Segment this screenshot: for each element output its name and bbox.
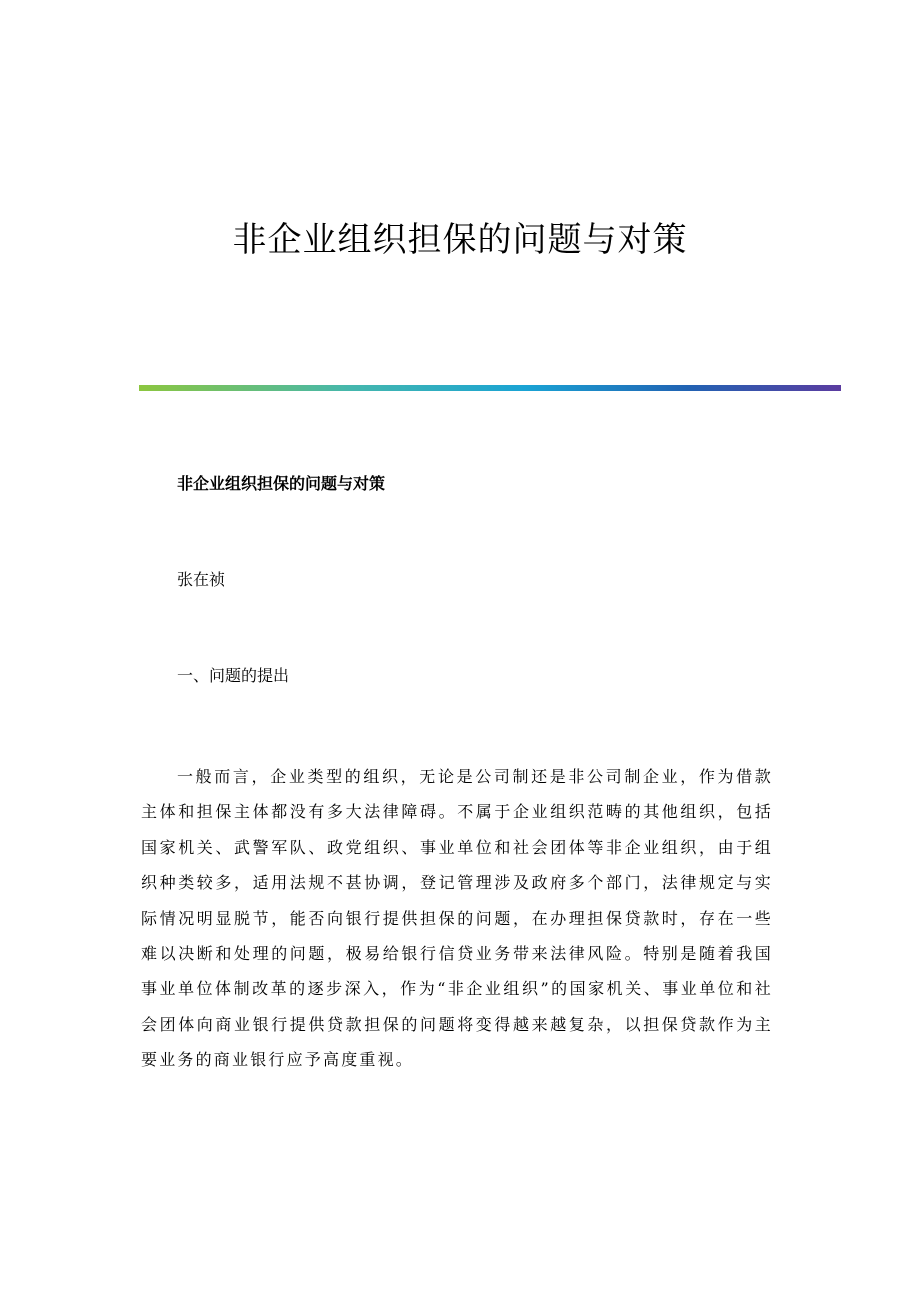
body-paragraph: 一般而言，企业类型的组织，无论是公司制还是非公司制企业，作为借款主体和担保主体都没有多大法律障碍。不属于企业组织范畴的其他组织，包括国家机关、武警军队、政党组织、事业单位和社会团体等非企业组织，由于组织种类较多，适用法规不甚协调，登记管理涉及政府多个部门，法律规定与实际情况明显脱节，能否向银行提供担保的问题，在办理担保贷款时，存在一些难以决断和处理的问题，极易给银行信贷业务带来法律风险。特别是随着我国事业单位体制改革的逐步深入，作为“非企业组织”的国家机关、事业单位和社会团体向商业银行提供贷款担保的问题将变得越来越复杂，以担保贷款作为主要业务的商业银行应予高度重视。 [141, 767, 773, 1070]
document-title: 非企业组织担保的问题与对策 [232, 220, 688, 260]
article-subtitle: 非企业组织担保的问题与对策 [177, 474, 386, 493]
author-name: 张在祯 [177, 570, 226, 589]
section-heading: 一、问题的提出 [177, 666, 290, 685]
gradient-divider [139, 385, 841, 391]
